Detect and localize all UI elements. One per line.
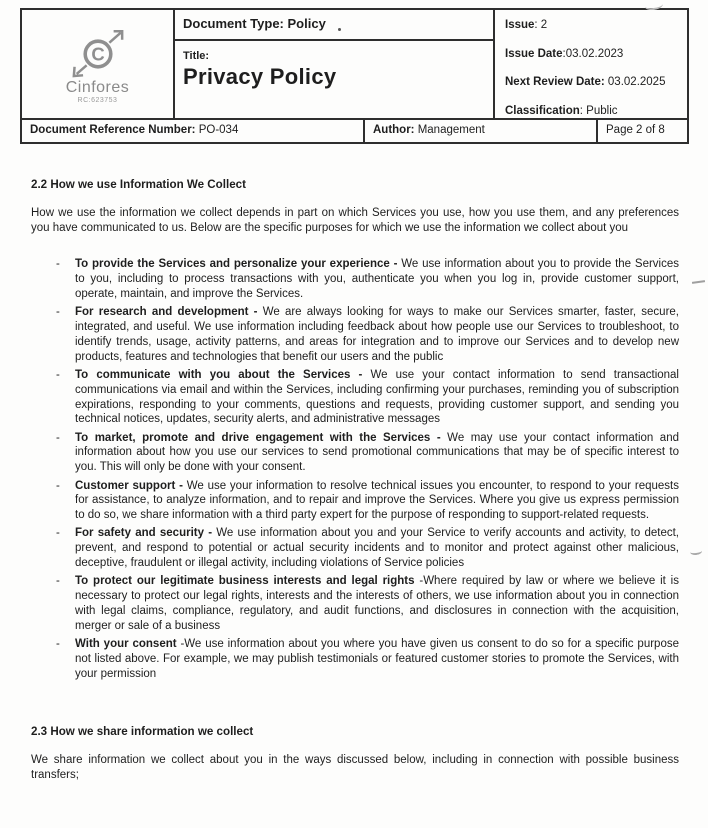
section-2-3-heading: 2.3 How we share information we collect	[31, 725, 254, 739]
title-cell	[175, 41, 495, 118]
bullet-dash: -	[56, 575, 60, 588]
list-item	[31, 257, 679, 301]
list-item	[31, 637, 679, 681]
bullet-dash: -	[56, 306, 60, 319]
document-body	[31, 142, 679, 783]
author-cell	[365, 120, 598, 142]
list-item	[31, 305, 679, 364]
document-header-table	[20, 8, 689, 144]
author-value: Management	[414, 124, 485, 136]
issue-label: Issue	[505, 19, 535, 31]
section-2-2-heading: 2.2 How we use Information We Collect	[31, 178, 246, 191]
bullet-dash: -	[56, 527, 60, 540]
classification-value: : Public	[579, 104, 618, 117]
document-type-cell	[175, 10, 495, 41]
bullet-body: We use your information to resolve technical issues you encounter, to respond to your requests for assistance, to analyze information, and to repair and improve the Services. Where you give us express permission to do so, we share information with a third party expert for the purpose of responding to support-related requests.	[75, 479, 679, 522]
issue-row	[505, 18, 677, 33]
list-item	[31, 368, 679, 427]
issue-date-value: :03.02.2023	[562, 47, 624, 60]
brand-name: Cinfores	[65, 78, 130, 96]
document-reference-label: Document Reference Number:	[30, 124, 196, 136]
logo-cell	[22, 10, 175, 118]
bullet-body: We use information about you and your Service to verify accounts and activity, to detect, prevent, and respond to potential or actual security incidents and to monitor and protect against other malicious, deceptive, fraudulent or illegal activity, including violations of Service policies	[75, 527, 680, 570]
classification-label: Classification	[505, 104, 580, 117]
classification-row	[505, 104, 677, 119]
bullet-lead: To provide the Services and personalize your experience -	[75, 258, 402, 271]
bullet-dash: -	[56, 479, 60, 492]
bullet-dash: -	[56, 431, 60, 444]
section-2-3-intro: We share information we collect about you in the ways discussed below, including in connection with possible business transfers;	[31, 754, 679, 781]
bullet-body: -We use information about you where you have given us consent to do so for a specific purpose not listed above. For example, we may publish testimonials or featured customer stories to promote the Services, with your permission	[75, 638, 679, 680]
bullet-lead: To protect our legitimate business interests and legal rights	[75, 575, 420, 588]
title-label: Title:	[183, 50, 210, 62]
issue-info-cell	[495, 10, 687, 118]
bullet-body: We use your contact information to send transactional communications via email and within the Services, including confirming your purchases, reminding you of subscription expirations, responding to your comments, questions and requests, providing customer support, and sending you technical notices, updates, security alerts, and administrative messages	[75, 368, 679, 426]
author-label: Author:	[373, 124, 415, 136]
list-item	[31, 479, 679, 523]
bullet-lead: To communicate with you about the Services -	[75, 368, 371, 381]
usage-purposes-list	[31, 257, 679, 681]
list-item	[31, 526, 679, 570]
brand-rc-number: RC:623753	[77, 96, 118, 104]
bullet-body: We use information about you to provide the Services to you, including to process transactions with you, authenticate you when you log in, provide customer support, operate, maintain, and improve the Services.	[75, 258, 679, 300]
bullet-body: We are always looking for ways to make our Services smarter, faster, secure, integrated, and useful. We use information including feedback about how people use our Services to troubleshoot, to identify trends, usage, activity patterns, and areas for integration and to improve our Services and to develop new products, features and technologies that benefit our users and the public	[75, 306, 679, 363]
scan-artifact-dash	[690, 547, 703, 555]
bullet-dash: -	[56, 258, 60, 271]
page-indicator: Page 2 of 8	[606, 124, 665, 136]
bullet-body: -Where required by law or where we believe it is necessary to protect our legal rights, interests and the interests of others, we use information about you in connection with legal claims, compliance, regulatory, and audit functions, and disclosures in connection with the acquisition, merger or sale of a business	[75, 575, 679, 632]
issue-date-row	[505, 47, 677, 62]
document-reference-cell	[22, 120, 365, 142]
bullet-lead: With your consent	[75, 638, 181, 651]
issue-value: : 2	[534, 19, 548, 31]
document-type-value: Policy	[283, 16, 326, 31]
bullet-dash: -	[56, 638, 60, 651]
document-type-label: Document Type:	[183, 16, 284, 31]
section-2-2-intro: How we use the information we collect depends in part on which Services you use, how you use them, and any preferences you have communicated to us. Below are the specific purposes for which we use the information we collect about you	[31, 206, 679, 234]
list-item	[31, 431, 679, 475]
next-review-row	[505, 75, 677, 90]
document-title: Privacy Policy	[183, 64, 337, 89]
scan-artifact-dash	[692, 280, 705, 284]
cinfores-logo-icon	[62, 27, 134, 81]
bullet-lead: For research and development -	[75, 306, 263, 319]
list-item	[31, 574, 679, 633]
bullet-lead: To market, promote and drive engagement with the Services -	[75, 431, 448, 444]
bullet-body: We may use your contact information and information about how you use our services to send promotional communications that may be of specific interest to you. This will only be done with your consent.	[75, 431, 679, 474]
bullet-lead: Customer support -	[75, 479, 187, 492]
logo-monogram: C	[90, 42, 105, 64]
next-review-label: Next Review Date:	[505, 76, 605, 88]
next-review-value: 03.02.2025	[604, 76, 666, 88]
bullet-dash: -	[56, 368, 60, 381]
document-reference-value: PO-034	[195, 124, 239, 136]
bullet-lead: For safety and security -	[75, 527, 217, 540]
issue-date-label: Issue Date	[505, 47, 563, 60]
